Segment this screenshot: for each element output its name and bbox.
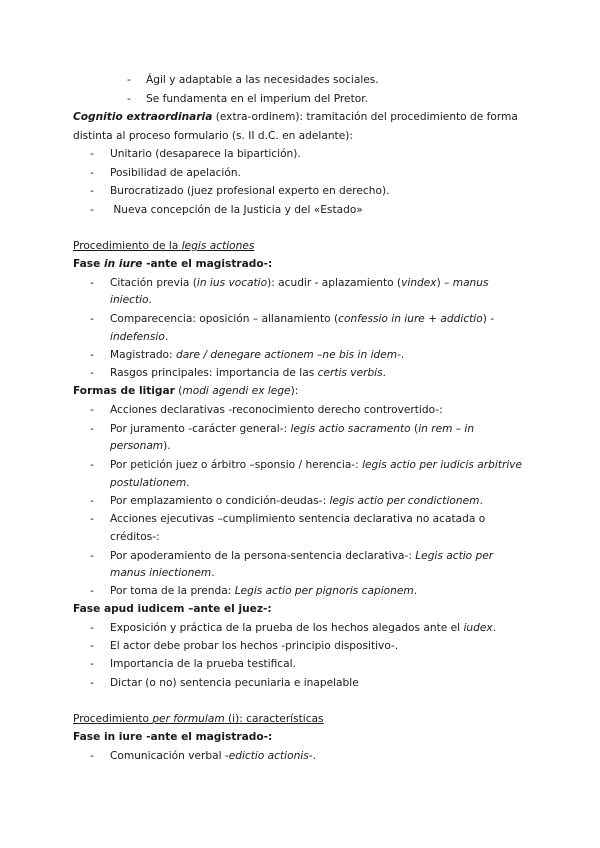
bullet-dash: - [90,750,94,762]
t: ): [290,385,299,397]
t: Por emplazamiento o condición-deudas-: [110,495,330,507]
list-item-text: Acciones ejecutivas –cumplimiento sentencia declarativa no acatada o [110,513,486,525]
list-item-text: Unitario (desaparece la bipartición). [110,148,301,160]
text: -ante el magistrado-: [142,258,273,270]
t: . [211,567,215,579]
t: Por toma de la prenda: [110,585,235,597]
list-item-text [110,366,386,380]
fase-in-iure-heading [73,257,272,271]
bullet-dash: - [90,677,94,689]
t-it: iudex [463,622,493,634]
bullet-dash: - [90,148,94,160]
t-it: in rem – in [418,423,475,435]
heading-italic: legis actiones [181,240,255,252]
cognitio-intro-line2: distinta al proceso formulario (s. II d.C. en adelante): [73,130,353,142]
bullet-dash: - [90,404,94,416]
t: Rasgos principales: importancia de las [110,367,318,379]
t: . [186,477,190,489]
t: Exposición y práctica de la prueba de los hechos alegados ante el [110,622,464,634]
bullet-dash: - [90,640,94,652]
list-item-text [110,348,404,362]
t-it: Legis actio per [415,550,494,562]
t-it: dare / denegare actionem –ne bis in idem- [175,349,401,361]
t-it: Legis actio per pignoris capionem [234,585,414,597]
bullet-dash: - [90,495,94,507]
t: ). [163,440,171,452]
list-item-text: Importancia de la prueba testifical. [110,658,296,670]
list-item-text: Burocratizado (juez profesional experto en derecho). [110,185,390,197]
t-it: manus iniectionem [110,567,212,579]
t: Por petición juez o árbitro –sponsio / herencia-: [110,459,363,471]
bullet-dash: - [90,167,94,179]
fase-in-iure-heading-2: Fase in iure -ante el magistrado-: [73,731,273,743]
t: Comparecencia: oposición – allanamiento ( [110,313,339,325]
bullet-dash: - [90,550,94,562]
list-item-text: Posibilidad de apelación. [110,167,241,179]
bullet-dash: - [90,349,94,361]
t-it: confessio in iure + addictio [338,313,483,325]
list-item-text [110,276,489,290]
t: . [492,622,497,634]
t-it: personam [110,440,164,452]
t-it: iniectio [110,294,149,306]
list-item-text [110,621,496,635]
list-item-continuation [110,476,190,490]
t: . [479,495,483,507]
bullet-dash: - [90,459,94,471]
bullet-dash: - [90,204,94,216]
heading-text: Procedimiento [73,713,153,725]
bullet-dash: - [127,74,131,86]
list-item-text: Nueva concepción de la Justicia y del «Estado» [110,204,363,216]
cognitio-term: Cognitio extraordinaria [73,111,213,123]
t: . [148,294,152,306]
t: Magistrado: [110,349,176,361]
list-item-continuation [110,293,152,307]
t: ): acudir - aplazamiento ( [267,277,402,289]
bullet-dash: - [90,513,94,525]
t: . [382,367,387,379]
list-item-text [110,458,522,472]
section-heading-legis [73,239,254,253]
t-it: certis verbis [317,367,383,379]
list-item-text: Ágil y adaptable a las necesidades sociales. [146,74,379,86]
list-item-continuation: créditos-: [110,531,160,543]
bullet-dash: - [90,185,94,197]
list-item-text [110,749,316,763]
heading-text: (i): características [224,713,324,725]
t: -. [308,750,316,762]
bullet-dash: - [90,277,94,289]
t-it: edictio actionis [228,750,309,762]
list-item-continuation [110,566,215,580]
t-it: postulationem [110,477,187,489]
t-it: in ius vocatio [196,277,268,289]
list-item-continuation [110,330,168,344]
text: Fase [73,258,104,270]
t: ( [410,423,419,435]
t: Por apoderamiento de la persona-sentencia declarativa-: [110,550,416,562]
t: . [413,585,418,597]
list-item-continuation [110,439,171,453]
list-item-text: Se fundamenta en el imperium del Pretor. [146,93,368,105]
list-item-text: El actor debe probar los hechos -principio dispositivo-. [110,640,399,652]
section-heading-formulam [73,712,324,726]
bullet-dash: - [90,423,94,435]
cognitio-intro [73,110,518,124]
t: ) – [436,277,453,289]
list-item-text [110,584,417,598]
t: ( [174,385,183,397]
bullet-dash: - [127,93,131,105]
formas-de-litigar-heading [73,384,298,398]
bullet-dash: - [90,622,94,634]
list-item-text [110,312,494,326]
t-it: legis actio per condictionem [329,495,480,507]
t-bold: Formas de litigar [73,385,175,397]
list-item-text [110,494,483,508]
t: ) - [482,313,495,325]
t: Citación previa ( [110,277,197,289]
cognitio-intro-text: (extra-ordinem): tramitación del procedimiento de forma [212,111,518,123]
bullet-dash: - [90,658,94,670]
t: Por juramento -carácter general-: [110,423,291,435]
t: Comunicación verbal - [110,750,229,762]
heading-text: Procedimiento de la [73,240,182,252]
bullet-dash: - [90,313,94,325]
list-item-text: Acciones declarativas -reconocimiento derecho controvertido-: [110,404,443,416]
t-it: legis actio sacramento [290,423,411,435]
bullet-dash: - [90,585,94,597]
heading-italic: per formulam [152,713,225,725]
t: . [164,331,169,343]
t-it: modi agendi ex lege [182,385,291,397]
bullet-dash: - [90,367,94,379]
list-item-text [110,549,493,563]
t-it: manus [452,277,489,289]
list-item-text: Dictar (o no) sentencia pecuniaria e inapelable [110,677,359,689]
text-italic: in iure [103,258,143,270]
list-item-text [110,422,474,436]
fase-apud-iudicem-heading: Fase apud iudicem –ante el juez-: [73,603,272,615]
t-it: indefensio [110,331,165,343]
t-it: vindex [401,277,437,289]
t-it: legis actio per iudicis arbitrive [362,459,523,471]
t: . [400,349,405,361]
